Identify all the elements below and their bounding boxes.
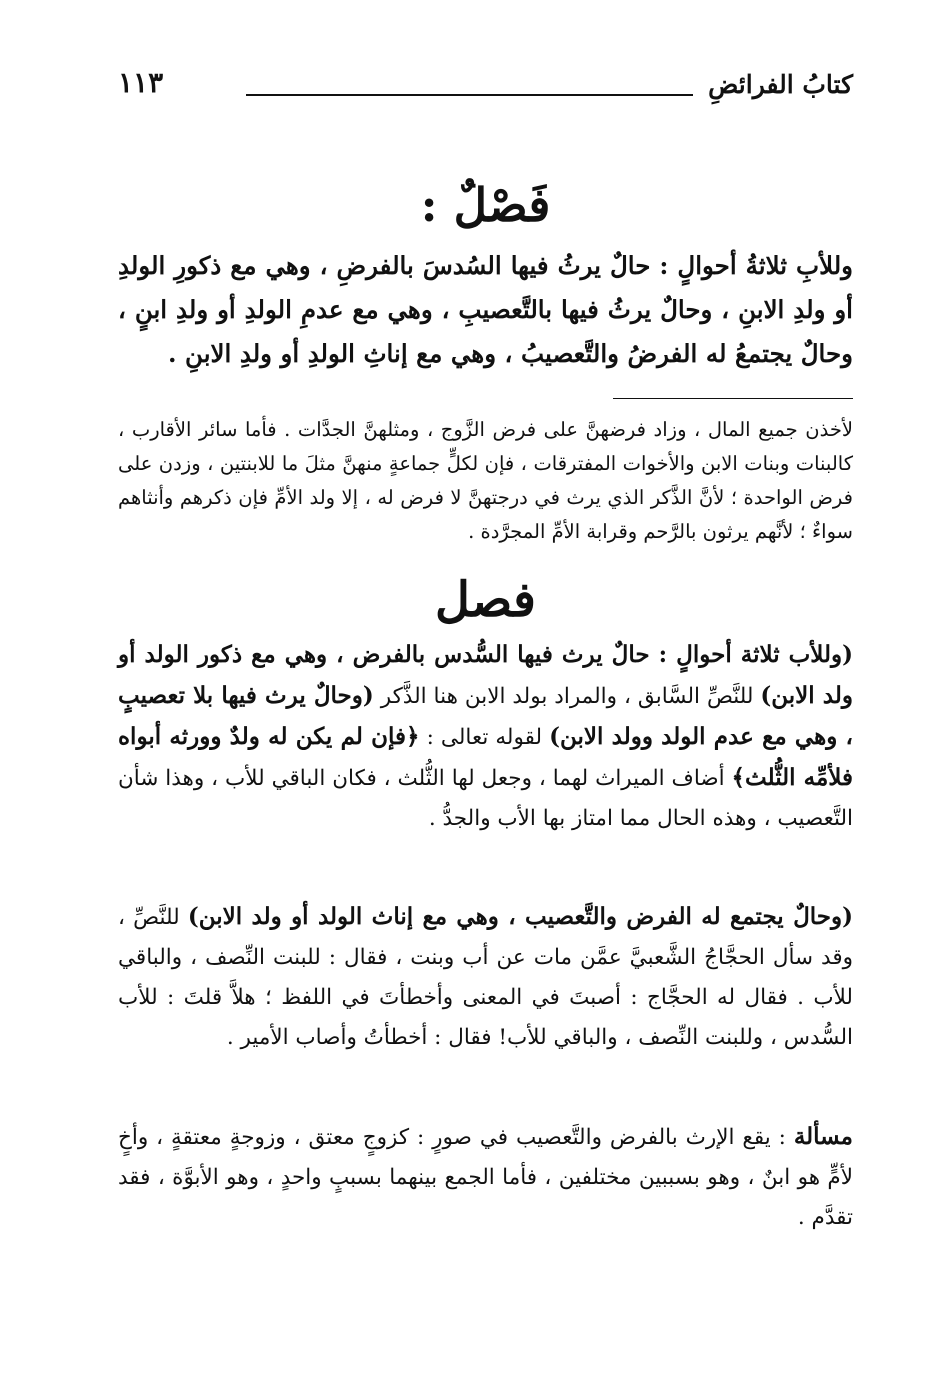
quoted-matn: (وللأب ثلاثة أحوالٍ : حالٌ يرث فيها السُّدس بالفرض ، وهي مع ذكور الولد أو ولد الابن) (118, 641, 853, 709)
commentary-text: للنَّصِّ ، وقد سأل الحجَّاجُ الشَّعبيَّ عمَّن مات عن أب وبنت ، فقال : للبنت النِّصف ، والباقي للأب . فقال له الحجَّاج : أصبتَ في المعنى وأخطأتَ في اللفظ ؛ هلاَّ قلتَ : للأب السُّدس ، وللبنت النِّصف ، والباقي للأب! فقال : أخطأتُ وأصاب الأمير . (118, 905, 853, 1050)
commentary-paragraph (118, 635, 853, 875)
quran-verse: ﴿فإن لم يكن له ولدٌ وورثه أبواه فلأمِّه الثُّلث﴾ (118, 723, 854, 791)
quoted-matn: (وحالٌ يجتمع له الفرض والتَّعصيب ، وهي مع إناث الولد أو ولد الابن) (187, 903, 854, 930)
quoted-matn: (وحالٌ يرث فيها بلا تعصيبٍ ، وهي مع عدم الولد وولد الابن) (118, 682, 853, 750)
footnote-text: لأخذن جميع المال ، وزاد فرضهنَّ على فرض الزَّوج ، ومثلهنَّ الجدَّات . فأما سائر الأقارب ، كالبنات وبنات الابن والأخوات المفترقات ، فإن لكلٍّ جماعةٍ منهنَّ مثلَ ما للابنتين ، وزدن على فرض الواحدة ؛ لأنَّ الذَّكر الذي يرث في درجتهنَّ لا فرض له ، إلا ولد الأمِّ فإن ذكرهم وأنثاهم سواءٌ ؛ لأنَّهم يرثون بالرَّحم وقرابة الأمِّ المجرَّدة . (118, 418, 853, 543)
issue-label: مسألة (793, 1123, 853, 1150)
matn-text: وللأبِ ثلاثةُ أحوالٍ : حالٌ يرثُ فيها السُدسَ بالفرضِ ، وهي مع ذكورِ الولدِ أو ولدِ الابنِ ، وحالٌ يرثُ فيها بالتَّعصيبِ ، وهي مع عدمِ الولدِ أو ولدِ ابنٍ ، وحالٌ يجتمعُ له الفرضُ والتَّعصيبُ ، وهي مع إناثِ الولدِ أو ولدِ الابنِ . (118, 251, 853, 368)
commentary-paragraph (118, 1117, 853, 1237)
commentary-text: أضاف الميراث لهما ، وجعل لها الثُّلث ، فكان الباقي للأب ، وهذا شأن التَّعصيب ، وهذه الحال مما امتاز بها الأب والجدُّ . (118, 766, 853, 831)
book-title: كتابُ الفرائضِ (708, 70, 853, 99)
book-page (118, 60, 853, 1237)
running-header (118, 60, 853, 106)
commentary-text: للنَّصِّ السَّابق ، والمراد بولد الابن هنا الذَّكر (373, 684, 761, 709)
page-number: ١١٣ (118, 66, 164, 99)
footnote-rule (613, 398, 853, 399)
commentary-text: لقوله تعالى : (419, 725, 550, 750)
commentary-heading: فصل (435, 572, 536, 628)
section-heading: فَصْلٌ : (420, 178, 551, 232)
commentary-body (118, 635, 853, 1237)
commentary-paragraph (118, 897, 853, 1093)
header-rule (246, 94, 693, 96)
commentary-text: : يقع الإرث بالفرض والتَّعصيب في صورٍ : كزوجٍ معتق ، وزوجةٍ معتقةٍ ، وأخٍ لأمٍّ هو ابنٌ ، وهو بسببين مختلفين ، فأما الجمع بينهما بسببٍ واحدٍ ، وهو الأبوَّة ، فقد تقدَّم . (118, 1125, 853, 1230)
